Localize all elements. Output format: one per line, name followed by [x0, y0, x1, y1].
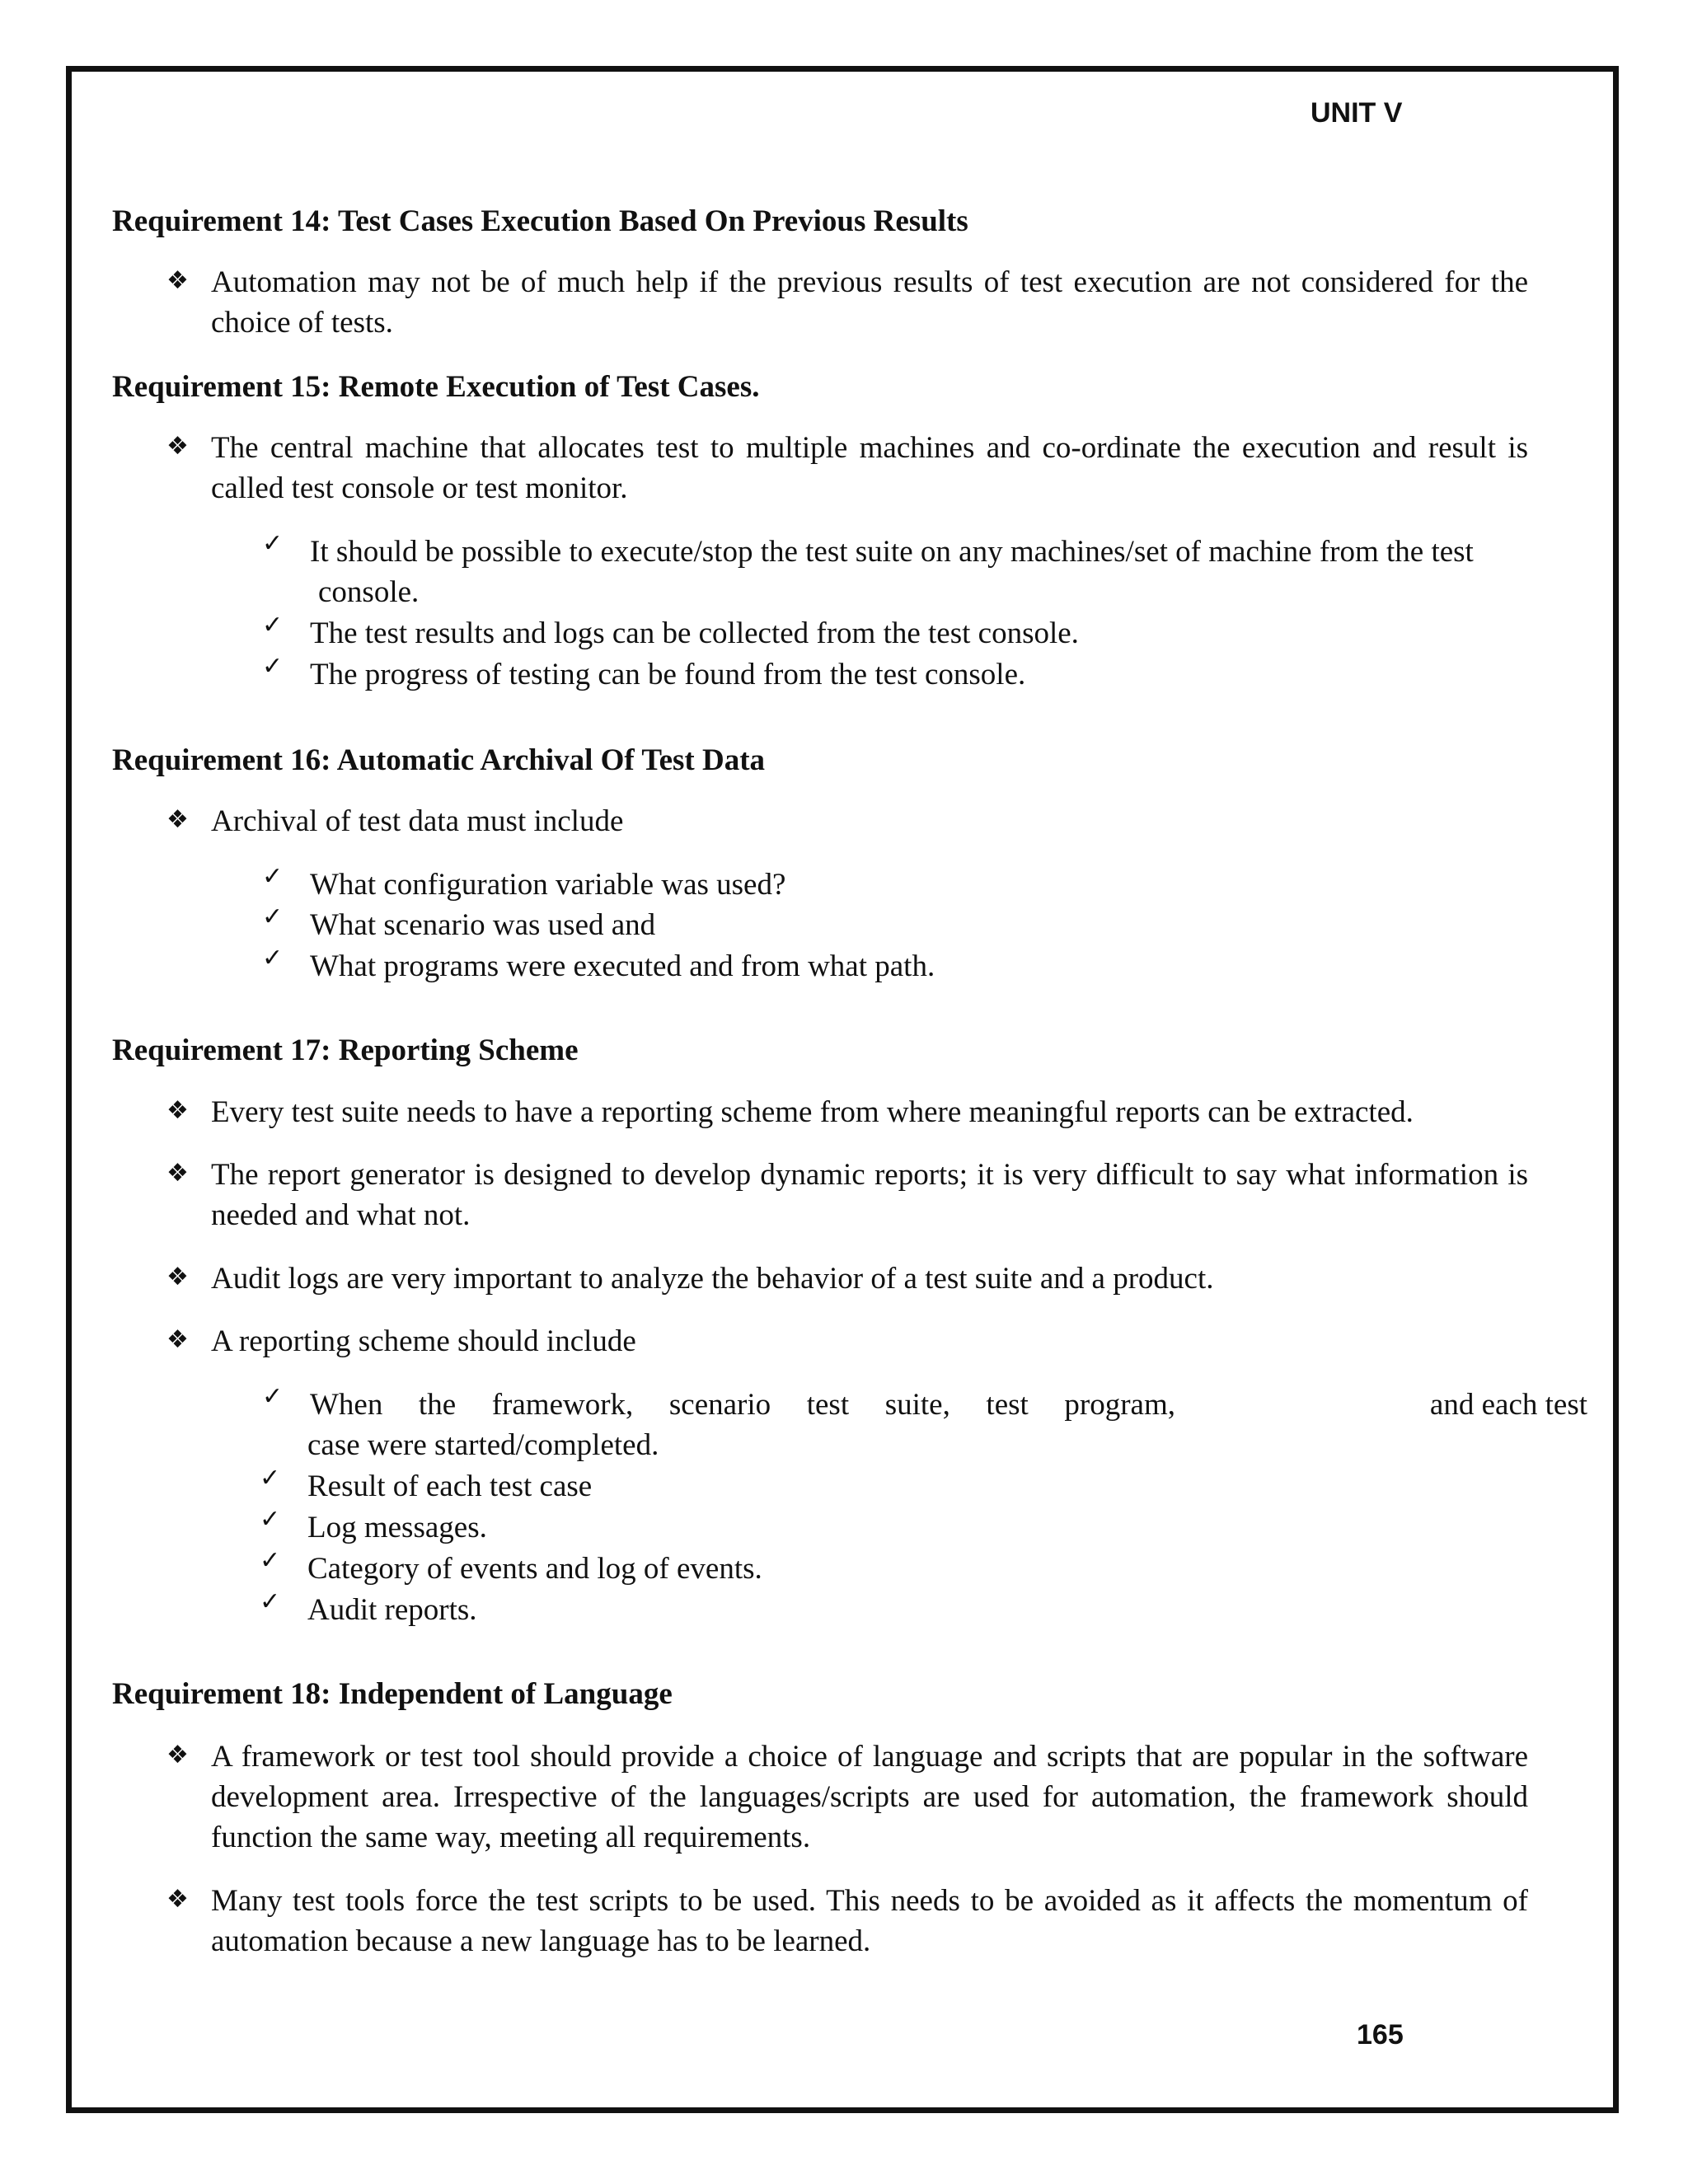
check-mark-icon: ✓	[262, 862, 284, 891]
check-item: ✓ Audit reports.	[307, 1590, 1526, 1630]
four-diamond-icon: ❖	[166, 266, 189, 295]
check-mark-icon: ✓	[262, 1382, 284, 1411]
check-item: ✓ What programs were executed and from what path.	[310, 946, 1528, 987]
check-mark-icon: ✓	[260, 1587, 281, 1616]
check-item: ✓ The test results and logs can be collected from the test console.	[310, 613, 1528, 654]
section-heading: Requirement 16: Automatic Archival Of Test Data	[112, 743, 766, 777]
check-mark-icon: ✓	[260, 1505, 281, 1534]
bullet-item: ❖ A framework or test tool should provide a choice of language and scripts that are popular in the software development area. Irrespective of the languages/scripts are used for automation, the framework should function the same way, meeting all requirements.	[211, 1736, 1528, 1858]
check-item: ✓ What configuration variable was used?	[310, 865, 1528, 905]
unit-label: UNIT V	[1311, 97, 1403, 129]
four-diamond-icon: ❖	[166, 1159, 189, 1188]
check-item: ✓ Log messages.	[307, 1507, 1526, 1548]
four-diamond-icon: ❖	[166, 1741, 189, 1769]
check-mark-icon: ✓	[260, 1464, 281, 1493]
four-diamond-icon: ❖	[166, 1096, 189, 1125]
bullet-item: ❖ Every test suite needs to have a reporting scheme from where meaningful reports can be extracted.	[211, 1092, 1528, 1132]
check-mark-icon: ✓	[260, 1546, 281, 1575]
check-item: ✓ Category of events and log of events.	[307, 1549, 1526, 1589]
check-item: ✓ The progress of testing can be found from the test console.	[310, 654, 1528, 695]
bullet-item: ❖ The report generator is designed to develop dynamic reports; it is very difficult to say what information is needed and what not.	[211, 1155, 1528, 1235]
check-item-continuation: case were started/completed.	[307, 1428, 659, 1462]
four-diamond-icon: ❖	[166, 1885, 189, 1914]
bullet-item: ❖ Archival of test data must include	[211, 801, 1528, 841]
four-diamond-icon: ❖	[166, 432, 189, 461]
section-heading: Requirement 17: Reporting Scheme	[112, 1033, 579, 1067]
check-mark-icon: ✓	[262, 902, 284, 931]
check-item: ✓ It should be possible to execute/stop the test suite on any machines/set of machine from the test	[310, 532, 1528, 572]
bullet-item: ❖ Audit logs are very important to analyze the behavior of a test suite and a product.	[211, 1258, 1528, 1299]
check-item: ✓ Result of each test case	[307, 1466, 1526, 1507]
bullet-item: ❖ Automation may not be of much help if the previous results of test execution are not considered for the choice of tests.	[211, 262, 1528, 343]
four-diamond-icon: ❖	[166, 805, 189, 834]
section-heading: Requirement 14: Test Cases Execution Based On Previous Results	[112, 204, 968, 238]
check-mark-icon: ✓	[262, 611, 284, 640]
check-mark-icon: ✓	[262, 529, 284, 558]
bullet-item: ❖ The central machine that allocates test to multiple machines and co-ordinate the execution and result is called test console or test monitor.	[211, 428, 1528, 509]
bullet-item: ❖ A reporting scheme should include	[211, 1321, 1528, 1361]
check-item-tail: and each test	[1429, 1388, 1587, 1422]
check-item: ✓ When the framework, scenario test suite, test program,	[310, 1385, 1175, 1425]
check-mark-icon: ✓	[262, 944, 284, 972]
four-diamond-icon: ❖	[166, 1325, 189, 1354]
page-number: 165	[1357, 2019, 1404, 2050]
four-diamond-icon: ❖	[166, 1263, 189, 1291]
section-heading: Requirement 18: Independent of Language	[112, 1677, 673, 1711]
check-mark-icon: ✓	[262, 652, 284, 681]
section-heading: Requirement 15: Remote Execution of Test Cases.	[112, 370, 760, 404]
check-item: ✓ What scenario was used and	[310, 905, 1528, 945]
check-item-continuation: console.	[318, 575, 420, 609]
bullet-item: ❖ Many test tools force the test scripts to be used. This needs to be avoided as it affects the momentum of automation because a new language has to be learned.	[211, 1881, 1528, 1961]
